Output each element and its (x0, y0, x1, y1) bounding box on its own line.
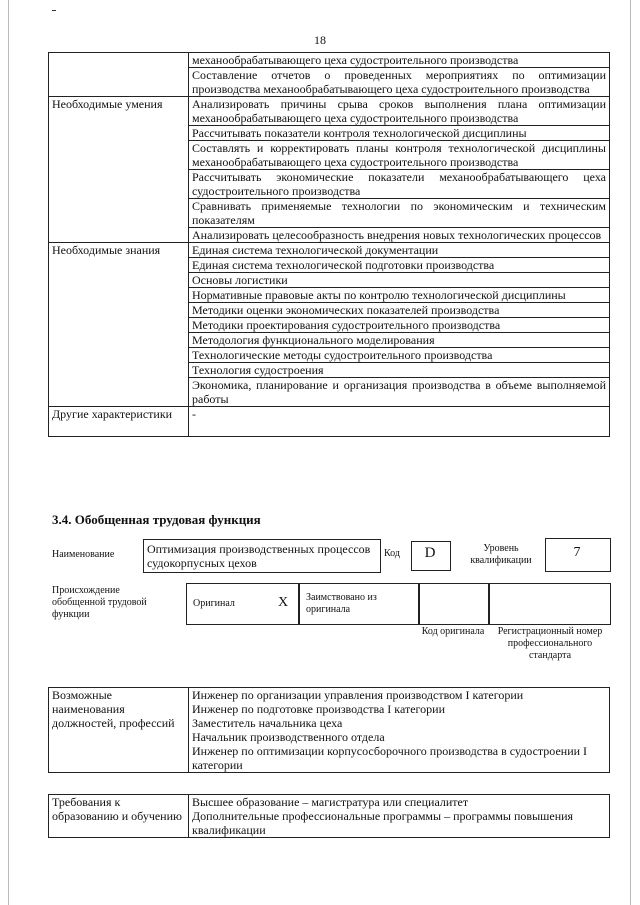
list-item: Начальник производственного отдела (192, 730, 385, 744)
list-item: Высшее образование – магистратура или специалитет (192, 795, 469, 809)
list-item: Инженер по подготовке производства I категории (192, 702, 446, 716)
education-table (48, 794, 610, 838)
scan-mark (52, 10, 56, 11)
list-item: Инженер по оптимизации корпусосборочного производства в судостроении I категории (192, 744, 588, 772)
origin-label: Происхождение обобщенной трудовой функции (52, 585, 147, 620)
row-label-knowledge: Необходимые знания (49, 243, 189, 407)
reg-number-caption: Регистрационный номер профессионального стандарта (497, 626, 603, 661)
level-value: 7 (573, 545, 581, 560)
list-item: Дополнительные профессиональные программы – программы повышения квалификации (192, 809, 574, 837)
page-number: 18 (314, 33, 326, 47)
skills-knowledge-table (48, 52, 610, 437)
list-item: Заместитель начальника цеха (192, 716, 343, 730)
positions-label: Возможные наименования должностей, профессий (49, 688, 189, 773)
table-row (49, 795, 610, 838)
original-label: Оригинал (193, 598, 235, 609)
table-cell: Технологические методы судостроительного производства (189, 348, 610, 363)
borrowed-label: Заимствовано из оригинала (306, 592, 377, 615)
table-cell: Методики оценки экономических показателей производства (189, 303, 610, 318)
table-row (49, 688, 610, 773)
table-cell: Методология функционального моделирования (189, 333, 610, 348)
page-left-edge (8, 0, 9, 905)
table-cell: Единая система технологической подготовки производства (189, 258, 610, 273)
table-cell: Основы логистики (189, 273, 610, 288)
table-cell: Единая система технологической документации (189, 243, 610, 258)
original-mark: X (278, 595, 289, 610)
reg-number-cell (488, 583, 611, 625)
name-value: Оптимизация производственных процессов судокорпусных цехов (147, 542, 371, 570)
row-label-empty (49, 53, 189, 97)
code-value: D (424, 545, 436, 561)
table-cell: Рассчитывать экономические показатели механообрабатывающего цеха судостроительного производства (189, 170, 610, 199)
table-cell: Составлять и корректировать планы контроля технологической дисциплины механообрабатывающего цеха судостроительного производства (189, 141, 610, 170)
orig-code-cell (418, 583, 490, 625)
table-row (49, 407, 610, 437)
table-row (49, 97, 610, 126)
table-cell: Анализировать целесообразность внедрения новых технологических процессов (189, 228, 610, 243)
table-row (49, 53, 610, 68)
table-cell: Рассчитывать показатели контроля технологической дисциплины (189, 126, 610, 141)
name-label: Наименование (52, 549, 115, 560)
positions-list (189, 688, 610, 773)
level-label: Уровень квалификации (470, 543, 532, 566)
page-right-edge (630, 0, 631, 905)
table-cell: Сравнивать применяемые технологии по экономическим и техническим показателям (189, 199, 610, 228)
orig-code-caption: Код оригинала (421, 626, 485, 637)
code-label: Код (384, 548, 400, 559)
section-title: 3.4. Обобщенная трудовая функция (52, 512, 261, 527)
table-cell: - (189, 407, 610, 437)
education-label: Требования к образованию и обучению (49, 795, 189, 838)
positions-table (48, 687, 610, 773)
list-item: Инженер по организации управления производством I категории (192, 688, 524, 702)
table-cell: Составление отчетов о проведенных мероприятиях по оптимизации производства механообрабатывающего цеха судостроительного производства (189, 68, 610, 97)
table-cell: Экономика, планирование и организация производства в объеме выполняемой работы (189, 378, 610, 407)
education-list (189, 795, 610, 838)
table-cell: Нормативные правовые акты по контролю технологической дисциплины (189, 288, 610, 303)
row-label-other: Другие характеристики (49, 407, 189, 437)
table-row (49, 243, 610, 258)
table-cell: механообрабатывающего цеха судостроительного производства (189, 53, 610, 68)
table-cell: Анализировать причины срыва сроков выполнения плана оптимизации механообрабатывающего цеха судостроительного производства (189, 97, 610, 126)
table-cell: Технология судостроения (189, 363, 610, 378)
row-label-skills: Необходимые умения (49, 97, 189, 243)
table-cell: Методики проектирования судостроительного производства (189, 318, 610, 333)
